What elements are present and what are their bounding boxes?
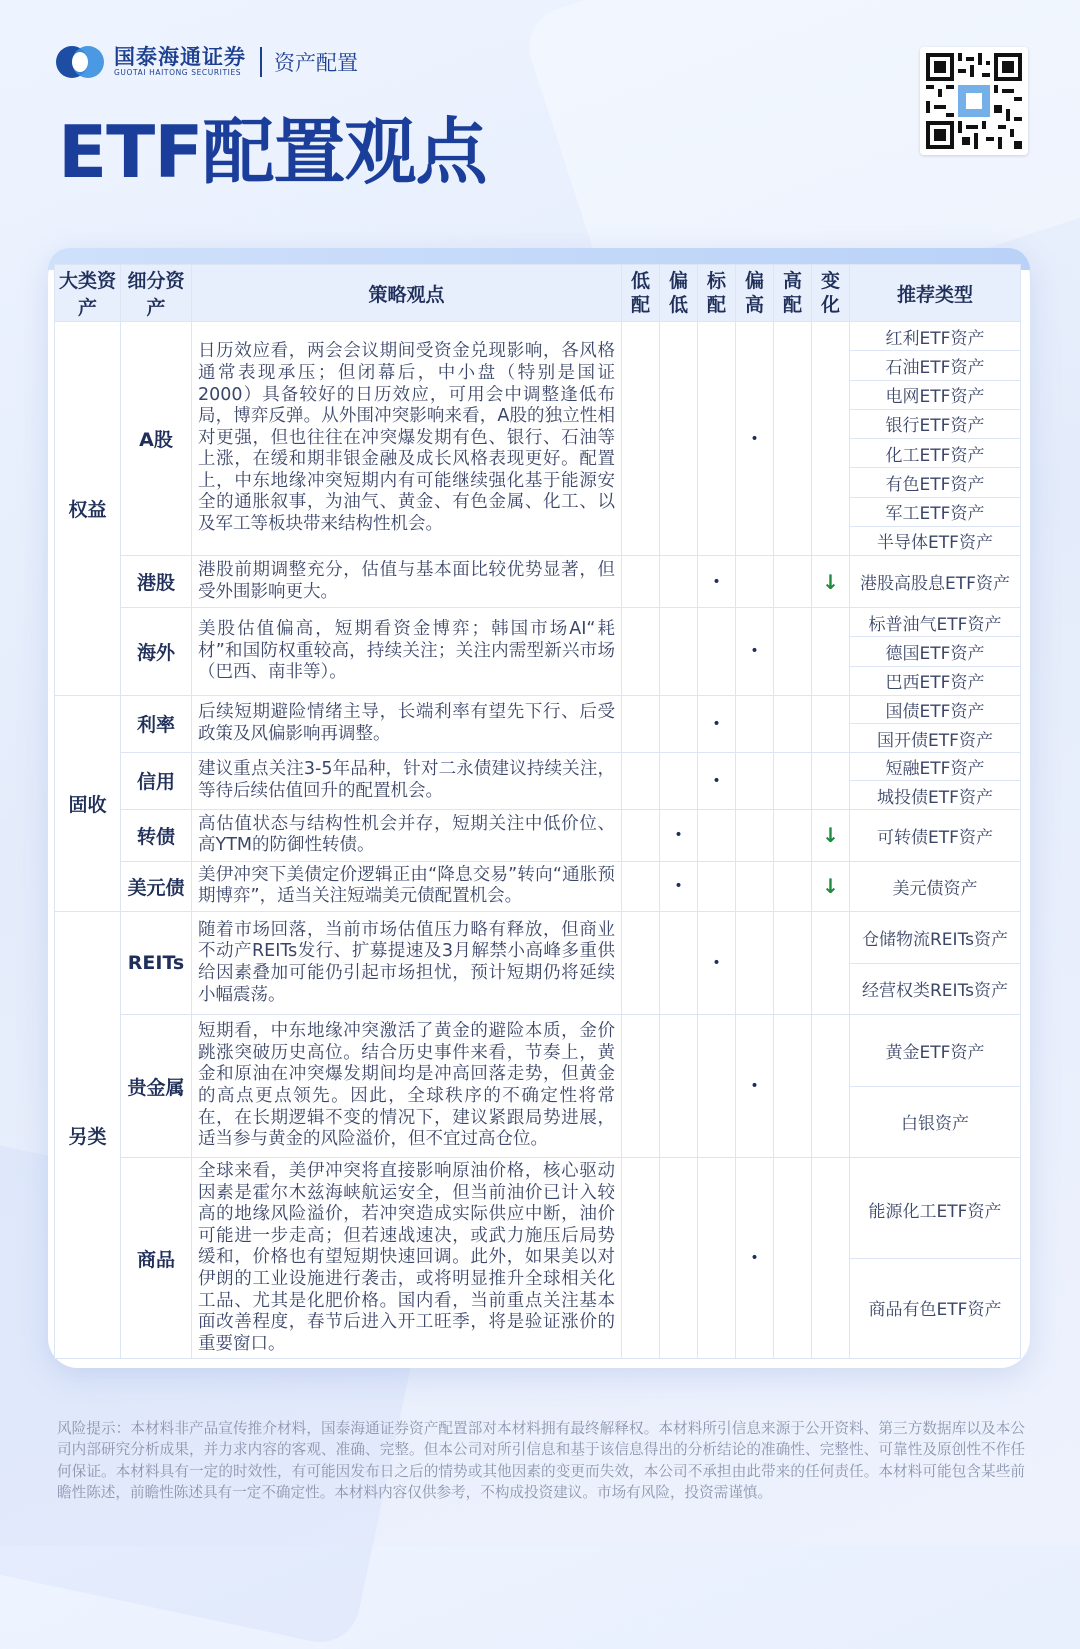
recommend-etf-item: 巴西ETF资产 (885, 673, 985, 694)
recommend-etf-item: 德国ETF资产 (850, 637, 1020, 666)
recommend-etf-item: 商品有色ETF资产 (868, 1300, 1002, 1320)
recommend-etf-item: 白银资产 (901, 1114, 969, 1135)
brand-name: 国泰海通证券 (114, 44, 246, 69)
strategy-view: 全球来看，美伊冲突将直接影响原油价格，核心驱动因素是霍尔木兹海峡航运安全，但当前油价已计入较高的地缘风险溢价，若冲突造成实际供应中断，油价可能进一步走高；但若速战速决，或武力施压后局势缓和，价格也有望短期快速回调。此外，如果美以对伊朗的工业设施进行袭击，或将明显推升全球相关化工品、尤其是化肥价格。国内看，当前重点关注基本面改善程度，春节后进入开工旺季，将是验证涨价的重要窗口。 (192, 1158, 622, 1359)
recommend-etf-item: 短融ETF资产 (850, 753, 1020, 782)
down-arrow-icon: ↓ (812, 556, 850, 608)
recommend-etf-item: 黄金ETF资产 (850, 1015, 1020, 1087)
allocation-mark: • (736, 322, 774, 556)
recommend-cell (850, 608, 1021, 696)
strategy-view: 短期看，中东地缘冲突激活了黄金的避险本质，金价跳涨突破历史高位。结合历史事件来看，节奏上，黄金和原油在冲突爆发期间均是冲高回落走势，但黄金的高点更点领先。因此，全球秩序的不确定性将常在，在长期逻辑不变的情况下，建议紧跟局势进展，适当参与黄金的风险溢价，但不宜过高仓位。 (192, 1015, 622, 1158)
page-title: ETF配置观点 (58, 110, 487, 194)
allocation-mark: • (736, 1158, 774, 1359)
header-under: 偏低 (660, 265, 698, 322)
header-change: 变化 (812, 265, 850, 322)
recommend-cell (850, 695, 1021, 752)
strategy-view: 日历效应看，两会会议期间受资金兑现影响，各风格通常表现承压；但闭幕后，中小盘（特别是国证2000）具备较好的日历效应，可用会中调整逢低布局，博弈反弹。从外围冲突影响来看，A股的独立性相对更强，但也往往在冲突爆发期有色、银行、石油等上涨，在缓和期非银金融及成长风格表现更好。配置上，中东地缘冲突短期内有可能继续强化基于能源安全的通胀叙事，为油气、黄金、有色金属、化工、以及军工等板块带来结构性机会。 (192, 322, 622, 556)
recommend-etf-item: 国开债ETF资产 (877, 730, 993, 751)
table-row (55, 556, 1021, 608)
header-sub: 细分资产 (121, 265, 192, 322)
header-major: 大类资产 (55, 265, 121, 322)
header-high: 高配 (774, 265, 812, 322)
company-logo-icon (56, 46, 104, 78)
strategy-view: 建议重点关注3-5年品种，针对二永债建议持续关注，等待后续估值回升的配置机会。 (192, 752, 622, 809)
category-fixed-income: 固收 (55, 695, 121, 911)
table-row (55, 1158, 1021, 1359)
table-row (55, 322, 1021, 556)
recommend-etf-item: 港股高股息ETF资产 (860, 574, 1010, 594)
recommend-etf-item: 美元债资产 (892, 878, 978, 899)
strategy-view: 港股前期调整充分，估值与基本面比较优势显著，但受外围影响更大。 (192, 556, 622, 608)
allocation-mark: • (736, 608, 774, 696)
recommend-etf-item: 半导体ETF资产 (877, 533, 993, 554)
recommend-etf-item: 有色ETF资产 (850, 468, 1020, 497)
recommend-cell (850, 752, 1021, 809)
sub-asset: A股 (121, 322, 192, 556)
strategy-view: 美股估值偏高，短期看资金博弈；韩国市场AI“耗材”和国防权重较高，持续关注；关注内需型新兴市场（巴西、南非等）。 (192, 608, 622, 696)
strategy-view: 后续短期避险情绪主导，长端利率有望先下行、后受政策及风偏影响再调整。 (192, 695, 622, 752)
recommend-etf-item: 石油ETF资产 (850, 351, 1020, 380)
table-row (55, 1015, 1021, 1158)
sub-asset: 贵金属 (121, 1015, 192, 1158)
header-over: 偏高 (736, 265, 774, 322)
risk-disclaimer: 风险提示：本材料非产品宣传推介材料，国泰海通证券资产配置部对本材料拥有最终解释权。本材料所引信息来源于公开资料、第三方数据库以及本公司内部研究分析成果，并力求内容的客观、准确、完整。但本公司对所引信息和基于该信息得出的分析结论的准确性、完整性、可靠性及原创性不作任何保证。本材料具有一定的时效性，有可能因发布日之后的情势或其他因素的变更而失效，本公司不承担由此带来的任何责任。本材料可能包含某些前瞻性陈述，前瞻性陈述具有一定不确定性。本材料内容仅供参考，不构成投资建议。市场有风险，投资需谨慎。 (57, 1420, 1025, 1502)
header-low: 低配 (622, 265, 660, 322)
sub-asset: 海外 (121, 608, 192, 696)
recommend-etf-item: 仓储物流REITs资产 (850, 912, 1020, 964)
sub-asset: 美元债 (121, 861, 192, 911)
recommend-etf-item: 城投债ETF资产 (877, 787, 993, 808)
recommend-etf-item: 可转债ETF资产 (877, 827, 993, 848)
allocation-mark: • (698, 695, 736, 752)
header-recommend: 推荐类型 (850, 265, 1021, 322)
category-alternative: 另类 (55, 912, 121, 1359)
recommend-etf-item: 化工ETF资产 (850, 439, 1020, 468)
recommend-cell (850, 861, 1021, 911)
table-row (55, 861, 1021, 911)
recommend-cell (850, 1015, 1021, 1158)
strategy-view: 随着市场回落，当前市场估值压力略有释放，但商业不动产REITs发行、扩募提速及3月解禁小高峰多重供给因素叠加可能仍引起市场担忧，预计短期仍将延续小幅震荡。 (192, 912, 622, 1015)
recommend-etf-item: 经营权类REITs资产 (862, 981, 1008, 1002)
qr-code-icon[interactable] (920, 47, 1028, 155)
allocation-mark: • (698, 556, 736, 608)
sub-asset: 利率 (121, 695, 192, 752)
recommend-etf-item: 标普油气ETF资产 (850, 608, 1020, 637)
allocation-mark: • (660, 861, 698, 911)
recommend-cell (850, 556, 1021, 608)
allocation-mark: • (736, 1015, 774, 1158)
recommend-etf-item: 军工ETF资产 (850, 498, 1020, 527)
table-row (55, 809, 1021, 861)
sub-asset: 港股 (121, 556, 192, 608)
recommend-etf-item: 能源化工ETF资产 (850, 1160, 1020, 1259)
allocation-mark: • (698, 752, 736, 809)
strategy-view: 美伊冲突下美债定价逻辑正由“降息交易”转向“通胀预期博弈”，适当关注短端美元债配置机会。 (192, 861, 622, 911)
change-indicator (812, 322, 850, 556)
table-row (55, 695, 1021, 752)
header-view: 策略观点 (192, 265, 622, 322)
sub-asset: 商品 (121, 1158, 192, 1359)
allocation-table (54, 264, 1021, 1359)
recommend-cell (850, 912, 1021, 1015)
sub-asset: REITs (121, 912, 192, 1015)
brand-name-en: GUOTAI HAITONG SECURITIES (114, 68, 242, 77)
allocation-mark: • (698, 912, 736, 1015)
recommend-cell (850, 322, 1021, 556)
recommend-cell (850, 1158, 1021, 1359)
table-header-row (55, 265, 1021, 322)
recommend-etf-item: 电网ETF资产 (850, 381, 1020, 410)
section-label: 资产配置 (274, 51, 358, 75)
strategy-view: 高估值状态与结构性机会并存，短期关注中低价位、高YTM的防御性转债。 (192, 809, 622, 861)
down-arrow-icon: ↓ (812, 861, 850, 911)
allocation-mark: • (660, 809, 698, 861)
recommend-etf-item: 红利ETF资产 (850, 322, 1020, 351)
category-equity: 权益 (55, 322, 121, 696)
brand (114, 46, 246, 78)
header-standard: 标配 (698, 265, 736, 322)
sub-asset: 转债 (121, 809, 192, 861)
recommend-cell (850, 809, 1021, 861)
sub-asset: 信用 (121, 752, 192, 809)
table-row (55, 752, 1021, 809)
table-row (55, 608, 1021, 696)
table-row (55, 912, 1021, 1015)
recommend-etf-item: 国债ETF资产 (850, 696, 1020, 725)
header (56, 42, 358, 82)
down-arrow-icon: ↓ (812, 809, 850, 861)
recommend-etf-item: 银行ETF资产 (850, 410, 1020, 439)
header-divider (260, 47, 262, 77)
